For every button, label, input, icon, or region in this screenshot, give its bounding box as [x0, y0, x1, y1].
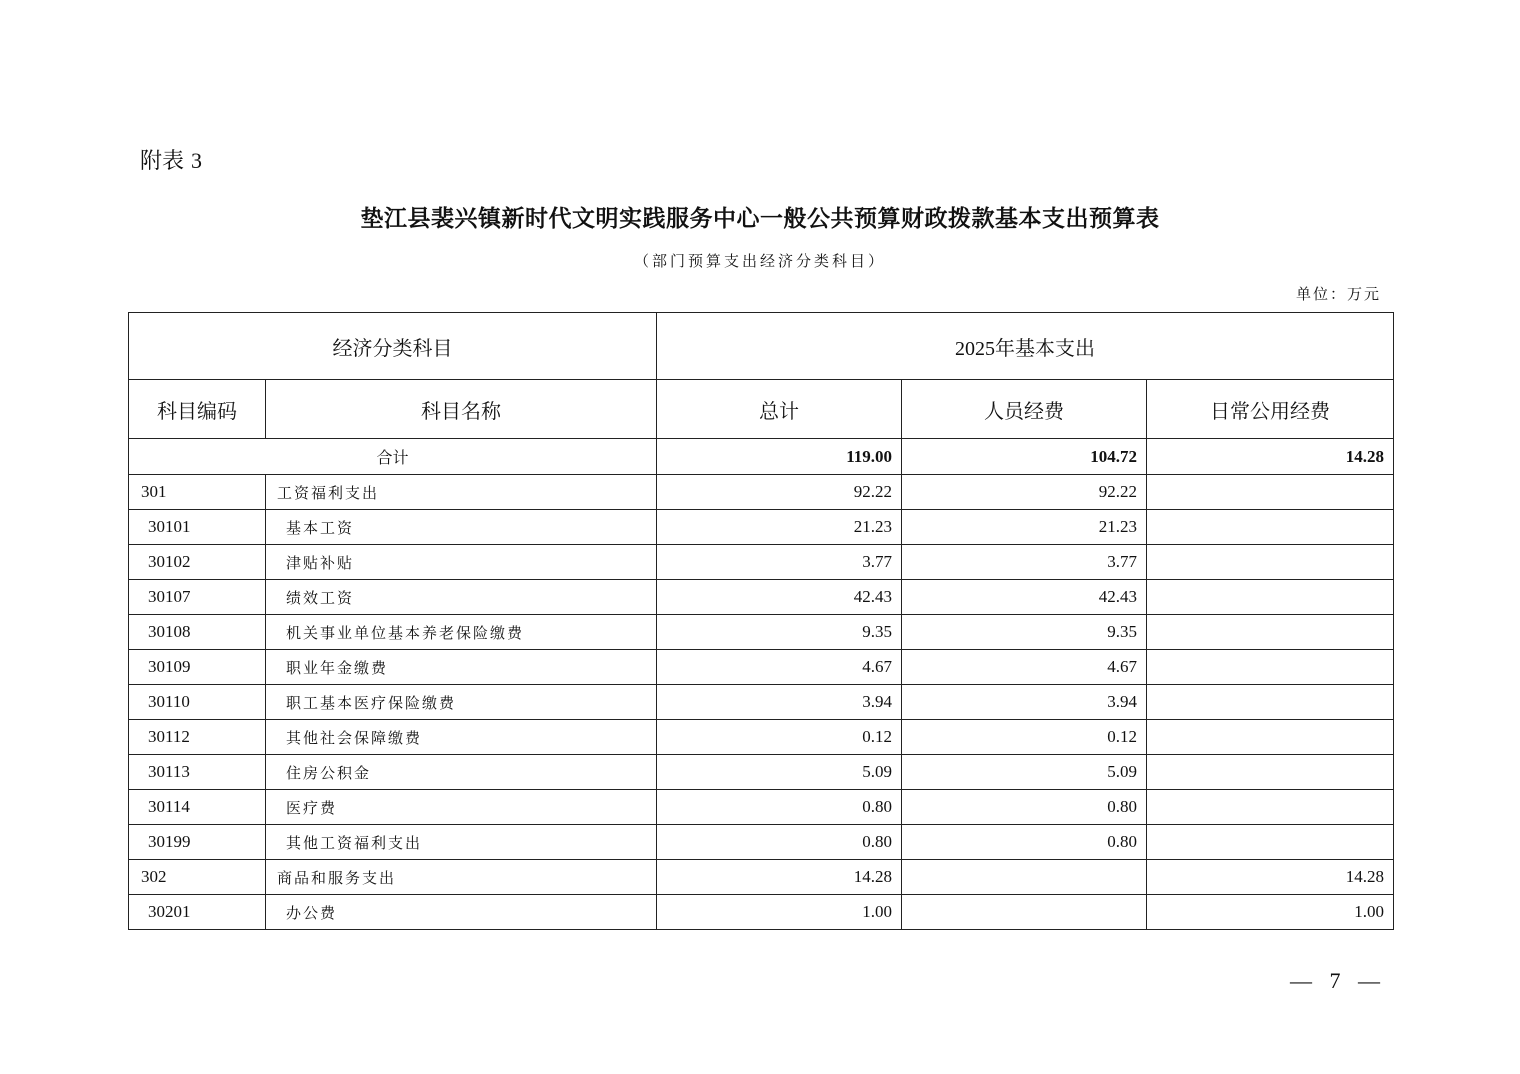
total-row-total: 119.00 [657, 439, 902, 475]
total-row-label: 合计 [129, 439, 657, 475]
row-public [1147, 825, 1394, 860]
total-row-personnel: 104.72 [902, 439, 1147, 475]
table-row [129, 790, 1394, 825]
row-public: 14.28 [1147, 860, 1394, 895]
row-personnel: 5.09 [902, 755, 1147, 790]
row-total: 4.67 [657, 650, 902, 685]
table-row [129, 755, 1394, 790]
table-row [129, 825, 1394, 860]
row-code: 30107 [129, 580, 266, 615]
row-total: 42.43 [657, 580, 902, 615]
row-public [1147, 475, 1394, 510]
row-name: 基本工资 [266, 510, 657, 545]
name-column-header: 科目名称 [266, 380, 657, 439]
year-number: 2025 [955, 337, 995, 360]
row-name: 工资福利支出 [266, 475, 657, 510]
total-row [129, 439, 1394, 475]
table-row [129, 510, 1394, 545]
row-name: 津贴补贴 [266, 545, 657, 580]
table-row [129, 895, 1394, 930]
row-name: 机关事业单位基本养老保险缴费 [266, 615, 657, 650]
row-personnel: 4.67 [902, 650, 1147, 685]
row-code: 30109 [129, 650, 266, 685]
row-personnel: 0.80 [902, 790, 1147, 825]
attachment-number: 3 [191, 148, 203, 173]
row-public [1147, 720, 1394, 755]
row-public [1147, 545, 1394, 580]
group-header-row [129, 313, 1394, 380]
table-row [129, 860, 1394, 895]
row-personnel [902, 860, 1147, 895]
row-public [1147, 510, 1394, 545]
row-code: 30112 [129, 720, 266, 755]
row-code: 30110 [129, 685, 266, 720]
table-row [129, 475, 1394, 510]
total-column-header: 总计 [657, 380, 902, 439]
row-total: 1.00 [657, 895, 902, 930]
row-public [1147, 685, 1394, 720]
row-name: 职业年金缴费 [266, 650, 657, 685]
row-name: 绩效工资 [266, 580, 657, 615]
row-total: 0.12 [657, 720, 902, 755]
row-personnel: 92.22 [902, 475, 1147, 510]
row-personnel: 21.23 [902, 510, 1147, 545]
table-row [129, 580, 1394, 615]
row-code: 30201 [129, 895, 266, 930]
row-total: 0.80 [657, 790, 902, 825]
row-code: 30199 [129, 825, 266, 860]
row-personnel: 42.43 [902, 580, 1147, 615]
page-number: — 7 — [1290, 968, 1386, 993]
table-row [129, 615, 1394, 650]
attachment-label-text: 附表 [140, 149, 185, 174]
table-row [129, 650, 1394, 685]
row-total: 21.23 [657, 510, 902, 545]
row-personnel: 0.12 [902, 720, 1147, 755]
row-personnel: 3.94 [902, 685, 1147, 720]
row-code: 301 [129, 475, 266, 510]
code-column-header: 科目编码 [129, 380, 266, 439]
row-name: 办公费 [266, 895, 657, 930]
row-total: 3.77 [657, 545, 902, 580]
row-code: 30114 [129, 790, 266, 825]
unit-label: 单位：万元 [1295, 285, 1381, 303]
year-suffix: 年基本支出 [995, 335, 1095, 360]
column-header-row [129, 380, 1394, 439]
row-total: 5.09 [657, 755, 902, 790]
table-row [129, 545, 1394, 580]
row-public [1147, 615, 1394, 650]
row-total: 0.80 [657, 825, 902, 860]
row-personnel: 3.77 [902, 545, 1147, 580]
personnel-column-header: 人员经费 [902, 380, 1147, 439]
row-public [1147, 650, 1394, 685]
row-code: 30101 [129, 510, 266, 545]
row-total: 92.22 [657, 475, 902, 510]
row-public [1147, 790, 1394, 825]
row-name: 住房公积金 [266, 755, 657, 790]
public-column-header: 日常公用经费 [1147, 380, 1394, 439]
row-total: 9.35 [657, 615, 902, 650]
classification-header: 经济分类科目 [129, 313, 657, 380]
row-personnel: 9.35 [902, 615, 1147, 650]
row-public [1147, 755, 1394, 790]
document-subtitle: （部门预算支出经济分类科目） [633, 252, 886, 270]
row-code: 30102 [129, 545, 266, 580]
budget-table [128, 312, 1394, 930]
row-name: 其他工资福利支出 [266, 825, 657, 860]
row-code: 30108 [129, 615, 266, 650]
table-row [129, 720, 1394, 755]
row-name: 医疗费 [266, 790, 657, 825]
attachment-label [140, 144, 202, 175]
row-code: 30113 [129, 755, 266, 790]
document-title: 垫江县裴兴镇新时代文明实践服务中心一般公共预算财政拨款基本支出预算表 [360, 205, 1160, 232]
row-name: 其他社会保障缴费 [266, 720, 657, 755]
row-total: 3.94 [657, 685, 902, 720]
row-public [1147, 580, 1394, 615]
row-name: 职工基本医疗保险缴费 [266, 685, 657, 720]
table-row [129, 685, 1394, 720]
row-code: 302 [129, 860, 266, 895]
year-header [657, 313, 1394, 380]
row-personnel: 0.80 [902, 825, 1147, 860]
row-name: 商品和服务支出 [266, 860, 657, 895]
total-row-public: 14.28 [1147, 439, 1394, 475]
row-total: 14.28 [657, 860, 902, 895]
row-personnel [902, 895, 1147, 930]
row-public: 1.00 [1147, 895, 1394, 930]
